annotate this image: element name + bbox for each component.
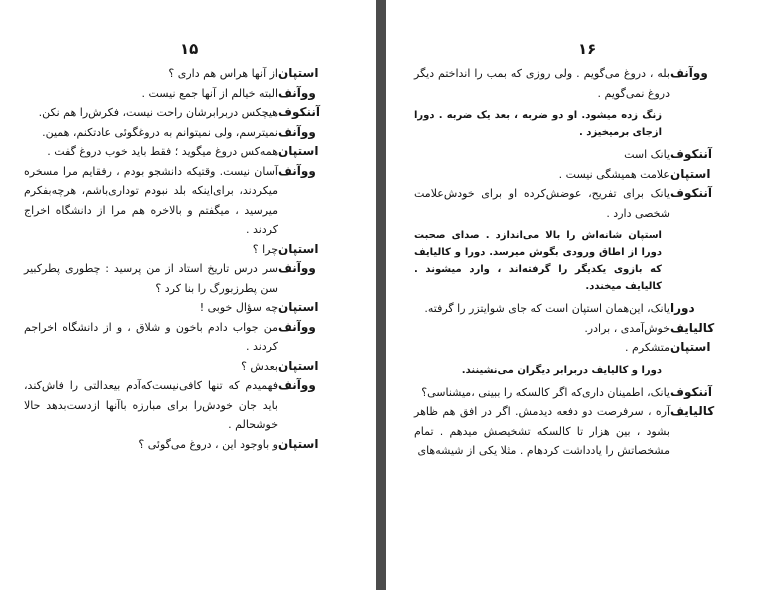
dialogue-line: [14, 162, 354, 240]
dialogue-text: آره ، سرفرصت دو دفعه دیدمش. اگر در افق هم ظاهر بشود ، بین هزار تا کالسکه تشخیصش میدهم . تمام مشخصاتش را یادداشت کردهام . مثلا یکی از شیشه‌های: [414, 405, 670, 457]
dialogue-line: [404, 383, 750, 403]
stage-direction-line: [404, 107, 750, 141]
dialogue-text: علامت همیشگی نیست .: [558, 167, 670, 181]
dialogue-text: آسان نیست. وقتیکه دانشجو بودم ، رفقایم مرا مسخره میکردند، برای‌اینکه بلد نبودم توداری‌باشم، هرچه‌بفکرم میرسید ، میگفتم و بالاخره هم مرا از دانشگاه اخراج کردند .: [24, 164, 278, 236]
speaker-name: استپان: [278, 358, 319, 373]
dialogue-text: یانک برای تفریح، عوضش‌کرده او برای خودش‌علامت شخصی دارد .: [414, 187, 670, 220]
dialogue-text: و باوجود این ، دروغ می‌گوئی ؟: [138, 437, 278, 451]
book-gutter: [376, 0, 386, 590]
speaker-name: دورا: [670, 301, 695, 315]
dialogue-text: من جواب دادم باخون و شلاق ، و از دانشگاه اخراجم کردند .: [24, 320, 278, 353]
dialogue-text: چه سؤال خوبی !: [199, 301, 278, 314]
speaker-name: استپان: [670, 166, 711, 181]
dialogue-line: [404, 299, 750, 319]
dialogue-line: [14, 357, 354, 377]
dialogue-text: البته خیالم از آنها جمع نیست .: [141, 86, 278, 100]
speaker-name: ووآنف: [278, 163, 316, 178]
speaker-name: ووآنف: [278, 319, 316, 334]
speaker-name: [670, 362, 750, 364]
dialogue-line: [14, 64, 354, 84]
stage-direction-line: [404, 227, 750, 295]
speaker-name: استپان: [278, 66, 319, 80]
stage-direction: زنگ زده میشود. او دو ضربه ، بعد یک ضربه . دورا ازجای برمیخیزد .: [414, 110, 662, 138]
dialogue-line: [14, 435, 354, 455]
speaker-name: آننکوف: [670, 186, 712, 200]
page-number-left: ۱۵: [180, 40, 199, 58]
dialogue-text: چرا ؟: [252, 242, 278, 256]
dialogue-text: بله ، دروغ می‌گویم . ولی روزی که بمب را انداختم دیگر دروغ نمی‌گویم .: [414, 67, 670, 100]
stage-direction: استپان شانه‌اش را بالا می‌اندازد . صدای صحبت دورا از اطاق ورودی بگوش میرسد. دورا و کالیایف که بازوی یکدیگر را گرفته‌اند ، وارد میشوند . کالیایف میخندد.: [414, 230, 662, 292]
dialogue-line: [14, 240, 354, 260]
speaker-name: کالیایف: [670, 404, 715, 418]
speaker-name: استپان: [278, 241, 319, 256]
dialogue-line: [14, 142, 354, 162]
speaker-name: آننکوف: [278, 105, 320, 119]
dialogue-text: هیچکس دربرابرشان راحت نیست، فکرش‌را هم نکن.: [38, 106, 278, 119]
dialogue-line: [404, 184, 750, 223]
speaker-name: ووآنف: [278, 85, 316, 100]
dialogue-text: فهمیدم که تنها کافی‌نیست‌که‌آدم بیعدالتی را فاش‌کند، باید جان خودش‌را برای مبارزه باآنها ازدست‌بدهد حالا خوشحالم .: [24, 379, 278, 431]
dialogue-text: یانک است: [624, 148, 670, 161]
dialogue-line: [14, 259, 354, 298]
dialogue-text: خوش‌آمدی ، برادر.: [584, 321, 670, 335]
dialogue-line: [404, 64, 750, 103]
dialogue-line: [404, 402, 750, 461]
dialogue-text: یانک، این‌همان استپان است که جای شوایتزر را گرفته.: [424, 302, 670, 315]
speaker-name: ووآنف: [278, 261, 316, 275]
dialogue-line: [14, 376, 354, 435]
dialogue-line: [14, 123, 354, 143]
dialogue-text: سر درس تاریخ استاد از من پرسید : چطوری پطرکبیر سن پطرزبورگ را بنا کرد ؟: [24, 262, 278, 295]
dialogue-text: بعدش ؟: [241, 359, 278, 373]
speaker-name: استپان: [278, 300, 319, 314]
dialogue-line: [14, 103, 354, 123]
dialogue-line: [14, 318, 354, 357]
speaker-name: ووآنف: [278, 378, 316, 392]
speaker-name: آننکوف: [670, 147, 712, 161]
dialogue-list-right: [404, 64, 750, 461]
dialogue-text: نمیترسم، ولی نمیتوانم به دروغگوئی عادتکنم، همین.: [42, 125, 278, 139]
dialogue-text: متشکرم .: [625, 341, 670, 354]
speaker-name: استپان: [278, 436, 319, 451]
dialogue-line: [404, 338, 750, 358]
dialogue-line: [404, 165, 750, 185]
dialogue-line: [14, 298, 354, 318]
speaker-name: استپان: [278, 144, 319, 158]
dialogue-list-left: [14, 64, 354, 454]
stage-direction: دورا و کالیایف دربرابر دیگران می‌نشینند.: [461, 364, 662, 376]
dialogue-line: [404, 145, 750, 165]
speaker-name: [670, 107, 750, 109]
speaker-name: [670, 227, 750, 229]
speaker-name: استپان: [670, 340, 711, 354]
dialogue-text: از آنها هراس هم داری ؟: [168, 67, 278, 80]
dialogue-line: [14, 84, 354, 104]
stage-direction-line: [404, 362, 750, 379]
speaker-name: ووآنف: [670, 66, 708, 80]
dialogue-line: [404, 319, 750, 339]
page-number-right: ۱۶: [578, 40, 597, 58]
speaker-name: ووآنف: [278, 124, 316, 139]
speaker-name: آننکوف: [670, 384, 712, 399]
speaker-name: کالیایف: [670, 320, 715, 335]
dialogue-text: همه‌کس دروغ میگوید ؛ فقط باید خوب دروغ گفت .: [47, 145, 278, 158]
dialogue-text: یانک، اطمینان داری‌که اگر کالسکه را ببینی ،میشناسی؟: [421, 385, 670, 399]
